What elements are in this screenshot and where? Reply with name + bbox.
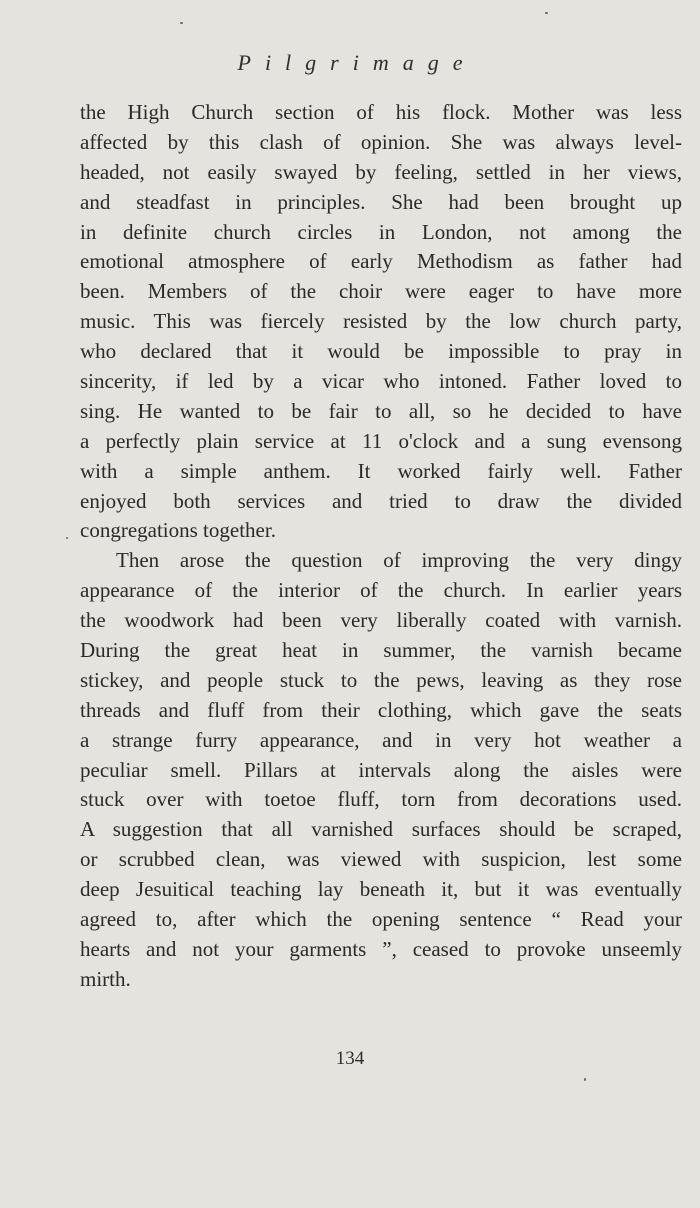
- paper-speck: [584, 1078, 586, 1081]
- paper-speck: [545, 12, 548, 14]
- text-line: or scrubbed clean, was viewed with suspicion, lest some: [80, 847, 682, 872]
- text-line: a perfectly plain service at 11 o'clock and a sung evensong: [80, 428, 682, 453]
- text-line: peculiar smell. Pillars at intervals along the aisles were: [80, 757, 682, 782]
- running-head: Pilgrimage: [237, 50, 477, 75]
- text-line: been. Members of the choir were eager to have more: [80, 279, 682, 304]
- text-line: appearance of the interior of the church. In earlier years: [80, 578, 682, 603]
- text-line: hearts and not your garments ”, ceased to provoke unseemly: [80, 936, 682, 961]
- text-line: in definite church circles in London, not among the: [80, 219, 682, 244]
- text-line: stuck over with toetoe fluff, torn from decorations used.: [80, 787, 682, 812]
- text-line: During the great heat in summer, the varnish became: [80, 638, 682, 663]
- text-line: deep Jesuitical teaching lay beneath it, but it was eventually: [80, 877, 682, 902]
- text-line: the High Church section of his flock. Mother was less: [80, 100, 682, 124]
- text-line: sing. He wanted to be fair to all, so he decided to have: [80, 398, 682, 423]
- paper-speck: [66, 537, 68, 539]
- text-line: agreed to, after which the opening sentence “ Read your: [80, 907, 682, 932]
- text-line: sincerity, if led by a vicar who intoned. Father loved to: [80, 369, 682, 394]
- text-line: affected by this clash of opinion. She was always level-: [80, 129, 682, 154]
- text-line: stickey, and people stuck to the pews, leaving as they rose: [80, 667, 682, 692]
- text-line: threads and fluff from their clothing, which gave the seats: [80, 697, 682, 722]
- text-line: congregations together.: [80, 518, 276, 543]
- text-line: and steadfast in principles. She had been brought up: [80, 189, 682, 214]
- text-line: with a simple anthem. It worked fairly well. Father: [80, 458, 682, 483]
- text-line: enjoyed both services and tried to draw the divided: [80, 488, 682, 513]
- text-line: the woodwork had been very liberally coated with varnish.: [80, 608, 682, 633]
- text-line: Then arose the question of improving the very dingy: [116, 548, 682, 573]
- text-line: headed, not easily swayed by feeling, settled in her views,: [80, 159, 682, 184]
- paper-speck: [180, 22, 183, 24]
- text-line: mirth.: [80, 966, 131, 991]
- text-line: A suggestion that all varnished surfaces should be scraped,: [80, 817, 682, 842]
- text-line: who declared that it would be impossible to pray in: [80, 339, 682, 364]
- text-line: music. This was fiercely resisted by the low church party,: [80, 309, 682, 334]
- text-line: a strange furry appearance, and in very hot weather a: [80, 727, 682, 752]
- page-number: 134: [335, 1048, 365, 1069]
- text-line: emotional atmosphere of early Methodism as father had: [80, 249, 682, 274]
- body-text: [80, 98, 682, 995]
